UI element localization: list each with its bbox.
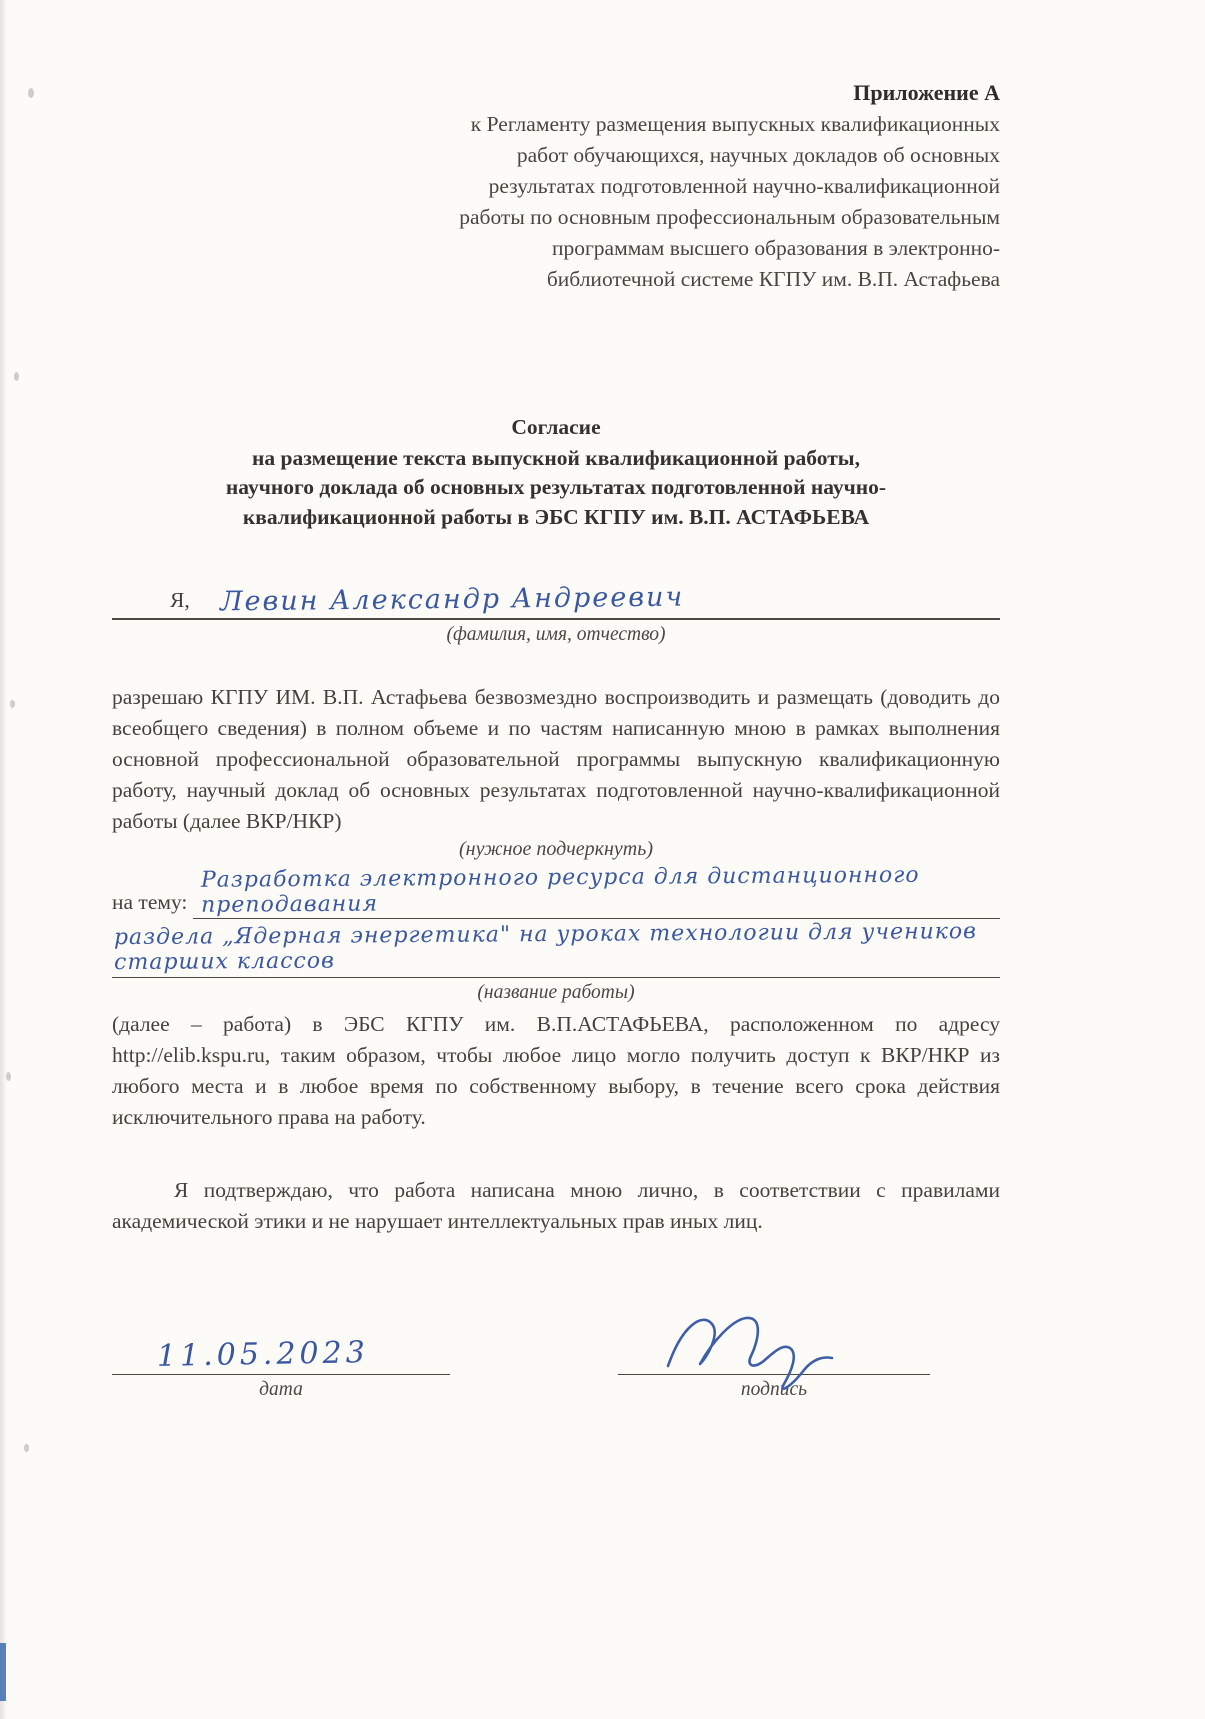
scan-artifact <box>6 1072 11 1081</box>
topic-label: на тему: <box>112 890 188 914</box>
regulation-reference <box>112 109 1000 295</box>
handwritten-signature <box>646 1304 876 1390</box>
scan-edge-blue-mark <box>0 1643 6 1701</box>
date-caption: дата <box>259 1379 303 1400</box>
signature-caption: подпись <box>740 1379 808 1400</box>
regulation-line: программам высшего образования в электронно- <box>551 236 1000 260</box>
topic-caption: (название работы) <box>477 982 635 1003</box>
confirmation-paragraph: Я подтверждаю, что работа написана мною лично, в соответствии с правилами академической этики и не нарушает интеллектуальных прав иных лиц. <box>112 1178 1000 1233</box>
signature-block <box>112 1327 1000 1401</box>
handwritten-topic-line-1: Разработка электронного ресурса для дистанционного преподавания <box>201 862 921 918</box>
topic-underline-1 <box>193 862 1000 919</box>
scan-artifact <box>24 1444 29 1452</box>
scan-artifact <box>10 700 15 708</box>
title-line: научного доклада об основных результатах подготовленной научно- <box>225 475 887 499</box>
signature-underline <box>618 1327 930 1375</box>
i-prefix-label: Я, <box>170 588 190 612</box>
regulation-line: результатах подготовленной научно-квалификационной <box>488 174 1000 198</box>
handwritten-topic-line-2: раздела „Ядерная энергетика" на уроках технологии для учеников старших классов <box>113 919 978 976</box>
underline-note: (нужное подчеркнуть) <box>459 838 653 860</box>
regulation-line: работ обучающихся, научных докладов об основных <box>516 143 1000 167</box>
regulation-line: к Регламенту размещения выпускных квалификационных <box>470 112 1000 136</box>
regulation-line: работы по основным профессиональным образовательным <box>459 205 1000 229</box>
appendix-label: Приложение А <box>853 80 1000 105</box>
date-underline <box>112 1327 450 1375</box>
topic-field-row-2 <box>112 919 1000 978</box>
access-paragraph: (далее – работа) в ЭБС КГПУ им. В.П.АСТАФЬЕВА, расположенном по адресу http://elib.kspu.ru, таким образом, чтобы любое лицо могло получить доступ к ВКР/НКР из любого места и в любое время по собственному выбору, в течение всего срока действия исключительного права на работу. <box>112 1012 1000 1129</box>
full-name-field <box>112 576 1000 620</box>
topic-field-row-1 <box>112 862 1000 919</box>
title-line: квалификационной работы в ЭБС КГПУ им. В.П. АСТАФЬЕВА <box>242 504 870 529</box>
date-field <box>112 1327 450 1401</box>
scan-artifact <box>28 88 34 98</box>
document-title <box>112 413 1000 532</box>
full-name-caption: (фамилия, имя, отчество) <box>446 624 666 645</box>
title-line: на размещение текста выпускной квалификационной работы, <box>252 445 860 470</box>
document-content <box>112 0 1000 1401</box>
handwritten-date: 11.05.2023 <box>156 1335 370 1374</box>
scan-edge-shadow <box>0 0 7 1719</box>
handwritten-full-name: Левин Александр Андреевич <box>219 581 685 618</box>
permission-paragraph: разрешаю КГПУ ИМ. В.П. Астафьева безвозмездно воспроизводить и размещать (доводить до всеобщего сведения) в полном объеме и по частям написанную мною в рамках выполнения основной профессиональной образовательной программы выпускную квалификационную работу, научный доклад об основных результатах подготовленной научно-квалификационной работы (далее ВКР/НКР) <box>112 685 1000 833</box>
signature-field <box>618 1327 930 1401</box>
title-line: Согласие <box>511 415 601 439</box>
scan-artifact <box>14 372 19 381</box>
regulation-line: библиотечной системе КГПУ им. В.П. Астафьева <box>546 267 1000 291</box>
